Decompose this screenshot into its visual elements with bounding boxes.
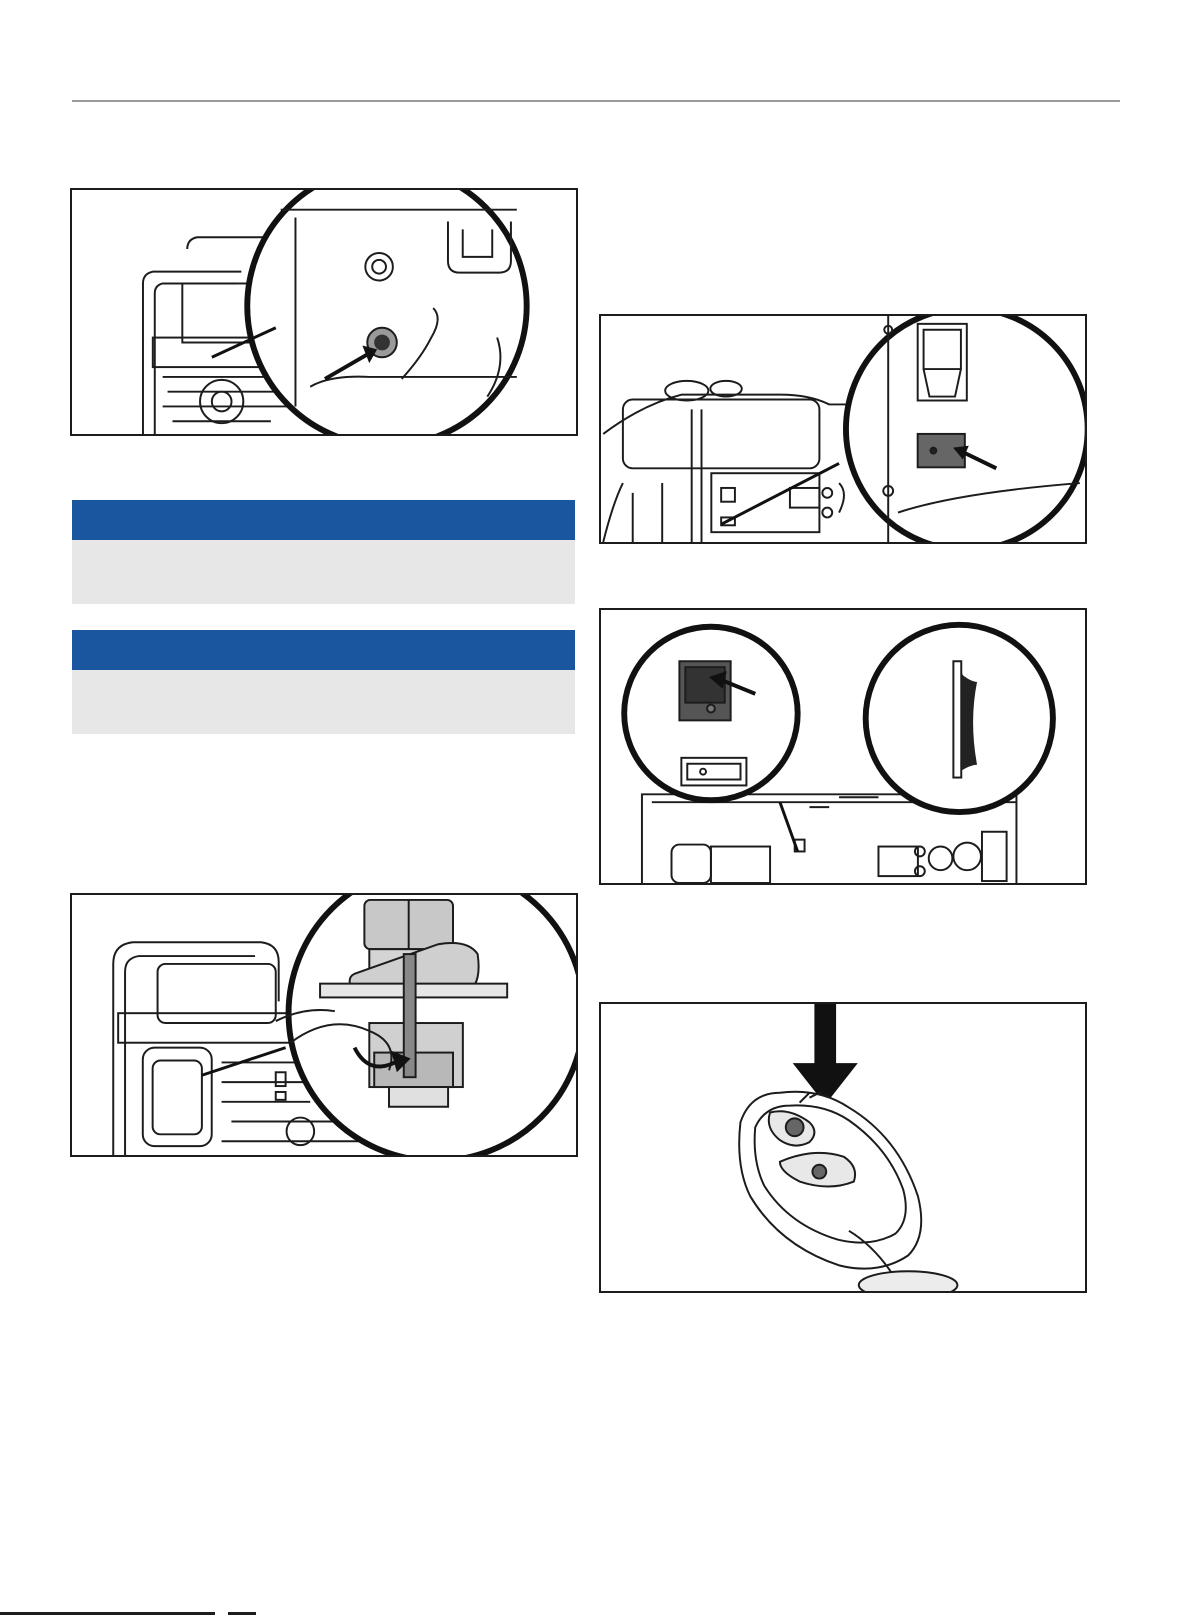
switch-side-profile-icon [601, 610, 1085, 883]
notice-header-2 [72, 630, 575, 670]
notice-header-1 [72, 500, 575, 540]
footer-mark [0, 1612, 215, 1615]
rocker-switch-icon [601, 316, 1085, 542]
notice-body-1 [72, 540, 575, 604]
figure-key-fob [599, 1002, 1087, 1293]
header-rule [72, 100, 1120, 102]
tank-knob-arrow-icon [72, 190, 576, 434]
notice-body-2 [72, 670, 575, 734]
figure-switch-panel [599, 314, 1087, 544]
footer-mark-small [228, 1612, 256, 1615]
figure-switch-detail [599, 608, 1087, 885]
figure-fuel-valve [70, 893, 578, 1157]
figure-fuel-tank [70, 188, 578, 436]
remote-key-fob-icon [601, 1004, 1085, 1291]
fuel-valve-lever-icon [72, 895, 576, 1155]
